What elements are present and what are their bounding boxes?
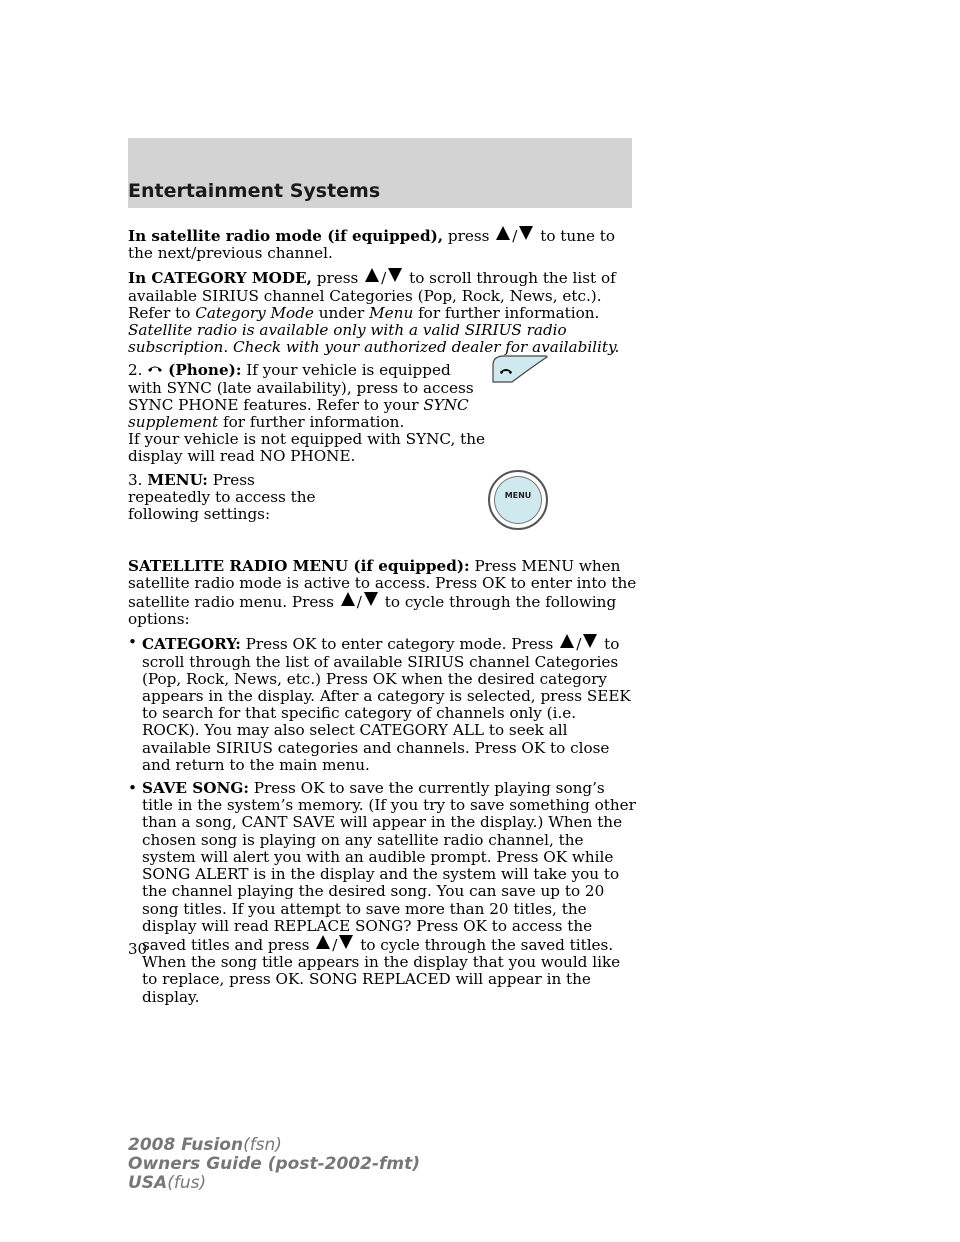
page-number: 30: [128, 940, 148, 958]
arrow-up-icon: [496, 226, 510, 240]
item-phone: 2. (Phone): If your vehicle is equipped with SYNC (late availability), press to access SYNC PHONE features. Refer to your SYNC supplement for further information. If your vehicle is not equipped with SYNC, the display will read NO PHONE.: [128, 361, 485, 466]
arrow-down-icon: [339, 935, 353, 949]
arrow-up-icon: [365, 268, 379, 282]
arrow-up-icon: [316, 935, 330, 949]
arrow-down-icon: [583, 634, 597, 648]
arrow-down-icon: [519, 226, 533, 240]
paragraph-category-mode: In CATEGORY MODE, press / to scroll through the list of available SIRIUS channel Categories (Pop, Rock, News, etc.). Refer to Category Mode under Menu for further information. Satellite radio is available only with a valid SIRIUS radio subscription. Check with your authorized dealer for availability.: [128, 269, 620, 357]
arrow-down-icon: [388, 268, 402, 282]
arrow-down-icon: [364, 592, 378, 606]
page-title: Entertainment Systems: [128, 180, 381, 202]
page-content: [128, 226, 638, 1006]
bullet-category: • CATEGORY: Press OK to enter category mode. Press / to scroll through the list of available SIRIUS channel Categories (Pop, Rock, News, etc.) Press OK when the desired category appears in the display. After a category is selected, press SEEK to search for that specific category of channels only (i.e. ROCK). You may also select CATEGORY ALL to seek all available SIRIUS categories and channels. Press OK to close and return to the main menu.: [128, 633, 631, 774]
arrow-up-icon: [341, 592, 355, 606]
phone-button-illustration: [492, 355, 548, 383]
arrow-up-icon: [560, 634, 574, 648]
paragraph-satellite-mode: In satellite radio mode (if equipped), press / to tune to the next/previous channel.: [128, 227, 616, 263]
availability-note: Satellite radio is available only with a valid SIRIUS radio subscription. Check with your authorized dealer for availability.: [128, 321, 620, 357]
menu-button-illustration: MENU: [488, 470, 548, 530]
lead-text: In satellite radio mode (if equipped),: [128, 227, 444, 245]
item-menu: 3. MENU: Press repeatedly to access the following settings:: [128, 470, 316, 524]
phone-icon: [147, 364, 163, 374]
footer: 2008 Fusion(fsn) Owners Guide (post-2002-fmt) USA(fus): [128, 1135, 421, 1193]
paragraph-satellite-menu: SATELLITE RADIO MENU (if equipped): Press MENU when satellite radio mode is active to access. Press OK to enter into the satellite radio menu. Press / to cycle through the following options:: [128, 556, 637, 629]
bullet-save-song: • SAVE SONG: Press OK to save the currently playing song’s title in the system’s memory. (If you try to save something other than a song, CANT SAVE will appear in the display.) When the chosen song is playing on any satellite radio channel, the system will alert you with an audible prompt. Press OK while SONG ALERT is in the display and the system will take you to the channel playing the desired song. You can save up to 20 song titles. If you attempt to save more than 20 titles, the display will read REPLACE SONG? Press OK to access the saved titles and press / to cycle through the saved titles. When the song title appears in the display that you would like to replace, press OK. SONG REPLACED will appear in the display.: [128, 779, 636, 1006]
